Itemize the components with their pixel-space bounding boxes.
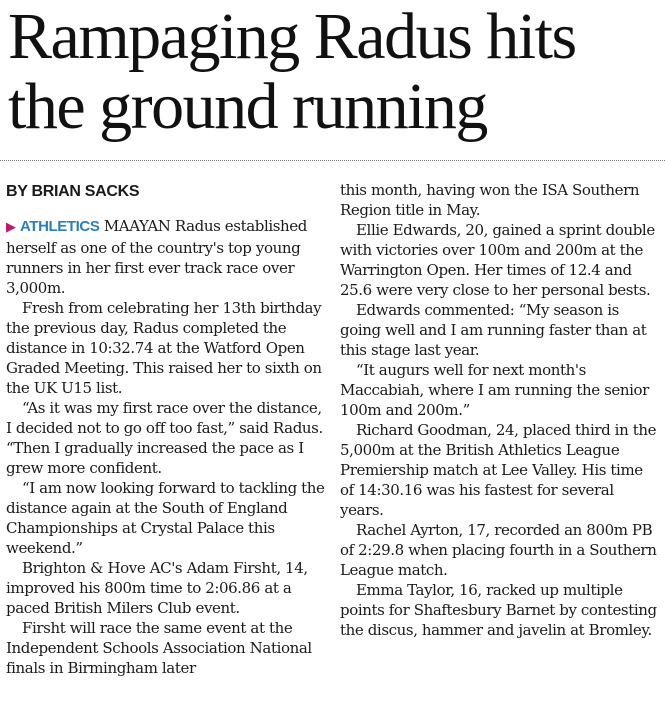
triangle-right-icon: ▶	[6, 220, 16, 235]
paragraph: Rachel Ayrton, 17, recorded an 800m PB of 2:29.8 when placing fourth in a Southern League match.	[340, 521, 657, 579]
paragraph: “It augurs well for next month's Maccabiah, where I am running the senior 100m and 200m.”	[340, 361, 649, 419]
headline-line-2: the ground running	[8, 70, 487, 143]
paragraph: Ellie Edwards, 20, gained a sprint double with victories over 100m and 200m at the Warrington Open. Her times of 12.4 and 25.6 were very close to her personal bests.	[340, 221, 655, 299]
article-column-right	[340, 180, 660, 640]
byline: BY BRIAN SACKS	[6, 183, 140, 200]
paragraph: Richard Goodman, 24, placed third in the 5,000m at the British Athletics League Premiership match at Lee Valley. His time of 14:30.16 was his fastest for several years.	[340, 421, 657, 519]
paragraph: ▶ ATHLETICS MAAYAN Radus established herself as one of the country's top young runners in her first ever track race over 3,000m.	[6, 217, 307, 297]
paragraph: “As it was my first race over the distance, I decided not to go off too fast,” said Radus. “Then I gradually increased the pace as I grew more confident.	[6, 399, 323, 477]
paragraph: Brighton & Hove AC's Adam Firsht, 14, improved his 800m time to 2:06.86 at a paced British Milers Club event.	[6, 559, 308, 617]
paragraph: “I am now looking forward to tackling the distance again at the South of England Championships at Crystal Palace this weekend.”	[6, 479, 325, 557]
paragraph: Firsht will race the same event at the Independent Schools Association National finals in Birmingham later	[6, 619, 312, 677]
paragraph: Edwards commented: “My season is going well and I am running faster than at this stage last year.	[340, 301, 647, 359]
divider	[0, 160, 665, 161]
paragraph-continued: this month, having won the ISA Southern Region title in May.	[340, 181, 640, 219]
headline	[8, 2, 663, 142]
article-column-left	[6, 178, 328, 678]
headline-line-1: Rampaging Radus hits	[8, 0, 576, 73]
section-kicker: ATHLETICS	[19, 218, 100, 235]
paragraph: Fresh from celebrating her 13th birthday the previous day, Radus completed the distance in 10:32.74 at the Watford Open Graded Meeting. This raised her to sixth on the UK U15 list.	[6, 299, 322, 397]
paragraph: Emma Taylor, 16, racked up multiple points for Shaftesbury Barnet by contesting the discus, hammer and javelin at Bromley.	[340, 581, 657, 639]
